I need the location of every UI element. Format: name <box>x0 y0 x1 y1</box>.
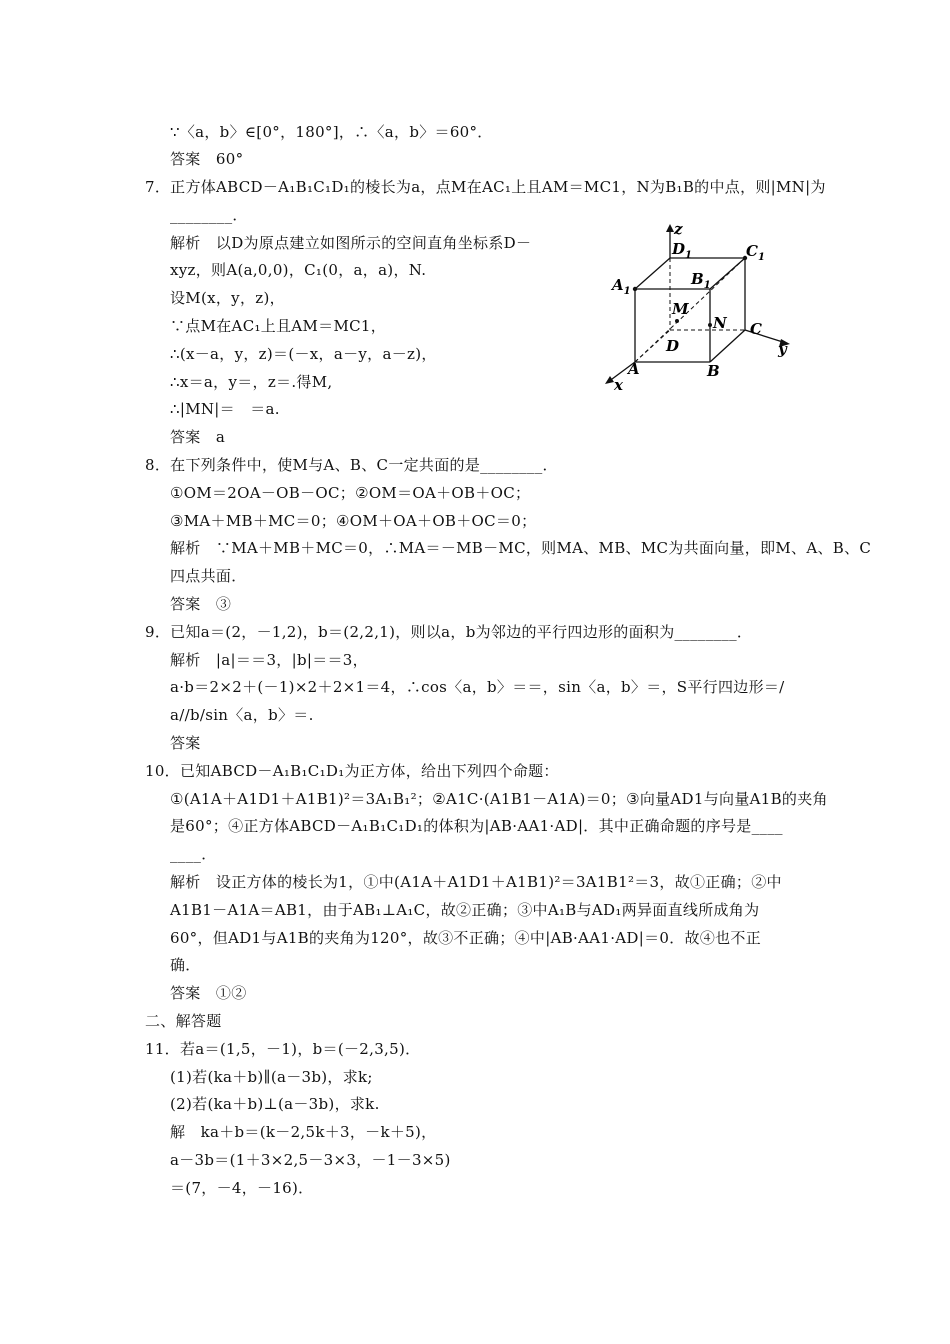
label-c1 <box>746 242 765 263</box>
label-n: N <box>713 314 727 332</box>
label-m: M <box>672 300 689 318</box>
edge-bc <box>710 330 745 362</box>
blank-line: ____． <box>170 845 217 863</box>
answer-line: 答案 60° <box>170 150 244 168</box>
analysis-line: 解析 |a|＝＝3，|b|＝＝3， <box>170 651 368 669</box>
point-n <box>708 323 712 327</box>
label-z: z <box>674 222 683 238</box>
edge-b1c1 <box>710 258 745 289</box>
point-a1 <box>633 287 637 291</box>
text-line: ①OM＝2OA－OB－OC；②OM＝OA＋OB＋OC； <box>170 484 531 502</box>
x-arrow <box>605 376 614 384</box>
analysis-line: 解析 设正方体的棱长为1，①中(A1A＋A1D1＋A1B1)²＝3A1B1²＝3，故①正确；②中 <box>170 873 782 891</box>
label-a1 <box>610 276 631 297</box>
label-d1-sub: 1 <box>685 250 692 261</box>
label-d: D <box>666 337 680 355</box>
text-line: xyz，则A(a,0,0)，C₁(0，a，a)，N. <box>170 261 427 279</box>
label-b1 <box>690 270 711 291</box>
text-line: ∴x＝a，y＝，z＝.得M, <box>170 373 333 391</box>
analysis-line: 解析 ∵MA＋MB＋MC＝0，∴MA＝－MB－MC，则MA、MB、MC为共面向量，即M、A、B、C <box>170 539 872 557</box>
label-c: C <box>750 320 762 338</box>
edge-a1d1 <box>635 258 670 289</box>
label-c1-sub: 1 <box>757 252 765 263</box>
question-7: 7．正方体ABCD－A₁B₁C₁D₁的棱长为a，点M在AC₁上且AM＝MC1，N为B₁B的中点，则|MN|为 <box>145 178 826 196</box>
text-line: a－3b＝(1＋3×2,5－3×3，－1－3×5) <box>170 1151 451 1169</box>
label-c1-letter: C <box>746 242 758 260</box>
point-m <box>675 319 679 323</box>
section-heading: 二、解答题 <box>145 1012 222 1030</box>
cube-coordinate-figure <box>600 222 800 394</box>
text-line: (1)若(ka＋b)∥(a－3b)，求k; <box>170 1068 373 1086</box>
text-line: a·b＝2×2＋(－1)×2＋2×1＝4，∴cos〈a，b〉＝＝，sin〈a，b〉＝，S平行四边形＝/ <box>170 678 785 696</box>
text-line: 是60°；④正方体ABCD－A₁B₁C₁D₁的体积为|AB·AA1·AD|．其中正确命题的序号是____ <box>170 817 783 835</box>
label-a1-letter: A <box>612 276 624 294</box>
text-line: ∵〈a，b〉∈[0°，180°]，∴〈a，b〉＝60°． <box>170 123 493 141</box>
text-line: a//b/sin〈a，b〉＝. <box>170 706 314 724</box>
text-line: A1B1－A1A＝AB1，由于AB₁⊥A₁C，故②正确；③中A₁B与AD₁两异面直线所成角为 <box>170 901 760 919</box>
text-line: ①(A1A＋A1D1＋A1B1)²＝3A₁B₁²；②A1C·(A1B1－A1A)＝0；③向量AD1与向量A1B的夹角 <box>170 790 828 808</box>
label-d1-letter: D <box>672 240 686 258</box>
text-line: 60°，但AD1与A1B的夹角为120°，故③不正确；④中|AB·AA1·AD|＝0．故④也不正 <box>170 929 762 947</box>
label-b1-letter: B <box>691 270 704 288</box>
blank-line: ________． <box>170 206 248 224</box>
text-line: 四点共面． <box>170 567 247 585</box>
label-d1 <box>671 240 692 261</box>
question-10: 10．已知ABCD－A₁B₁C₁D₁为正方体，给出下列四个命题： <box>145 762 559 780</box>
question-8: 8．在下列条件中，使M与A、B、C一定共面的是________． <box>145 456 558 474</box>
answer-line: 答案 a <box>170 428 226 446</box>
answer-line: 答案 <box>170 734 201 752</box>
text-line: 设M(x，y，z)， <box>170 289 285 307</box>
label-a1-sub: 1 <box>623 286 631 297</box>
question-11: 11．若a＝(1,5，－1)，b＝(－2,3,5)． <box>145 1040 421 1058</box>
text-line: (2)若(ka＋b)⊥(a－3b)，求k. <box>170 1095 380 1113</box>
solution-line: 解 ka＋b＝(k－2,5k＋3，－k＋5)， <box>170 1123 437 1141</box>
question-9: 9．已知a＝(2，－1,2)，b＝(2,2,1)，则以a，b为邻边的平行四边形的面积为________． <box>145 623 753 641</box>
analysis-line: 解析 以D为原点建立如图所示的空间直角坐标系D－ <box>170 234 532 252</box>
label-b1-sub: 1 <box>703 280 711 291</box>
text-line: ③MA＋MB＋MC＝0；④OM＋OA＋OB＋OC＝0； <box>170 512 537 530</box>
z-arrow <box>666 224 674 232</box>
text-line: ∴(x－a，y，z)＝(－x，a－y，a－z)， <box>170 345 437 363</box>
text-line: ∴|MN|＝ ＝a. <box>170 400 280 418</box>
answer-line: 答案 ③ <box>170 595 232 613</box>
label-y: y <box>778 340 787 358</box>
text-line: ∵点M在AC₁上且AM＝MC1， <box>170 317 387 335</box>
answer-line: 答案 ①② <box>170 984 247 1002</box>
label-x: x <box>614 376 623 394</box>
label-a: A <box>628 360 640 378</box>
text-line: ＝(7，－4，－16)． <box>170 1179 314 1197</box>
label-b: B <box>707 362 720 380</box>
text-line: 确． <box>170 956 201 974</box>
